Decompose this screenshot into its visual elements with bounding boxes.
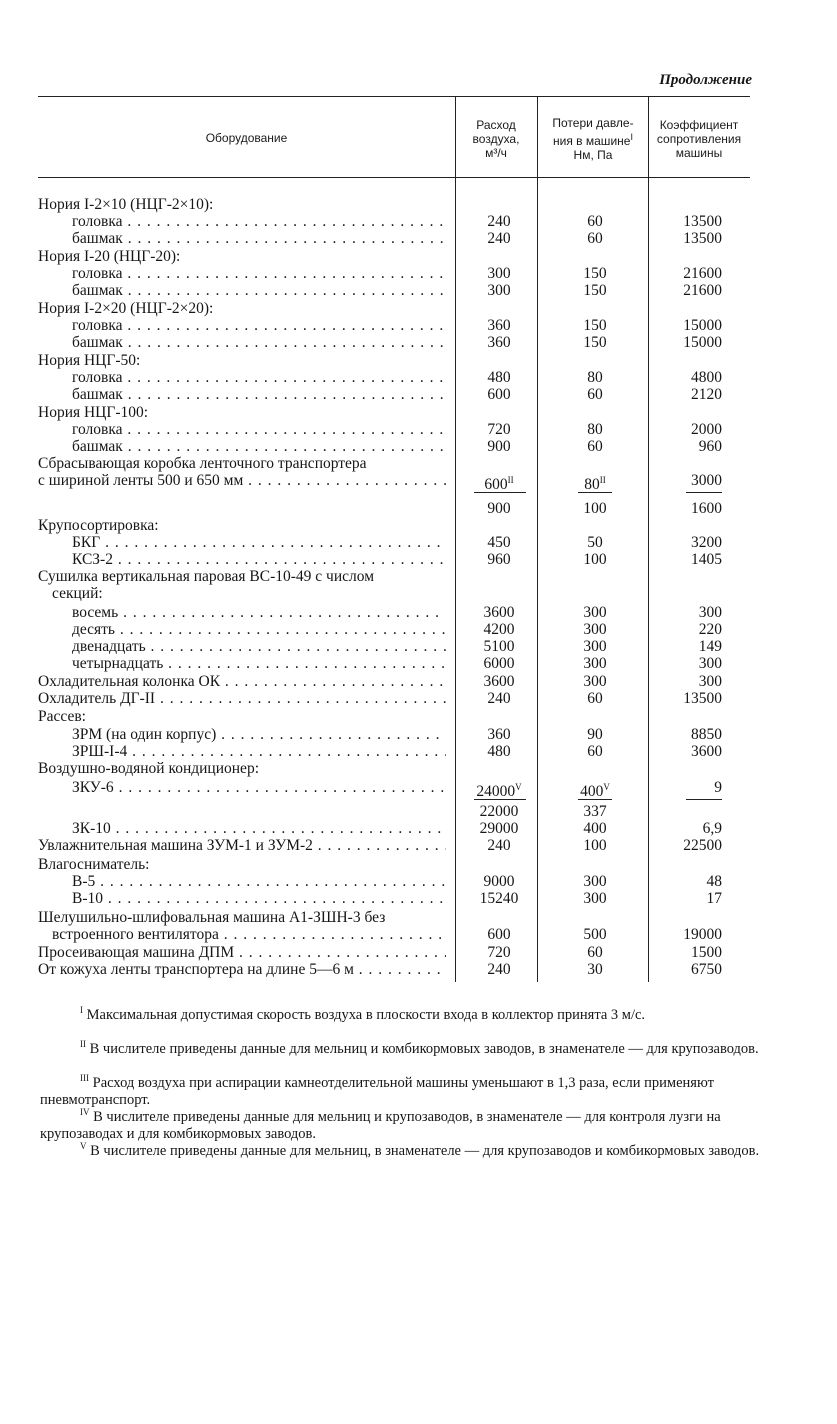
footnote-mark: V [515, 782, 522, 792]
cell-value: 60 [587, 944, 603, 961]
row-27-k [650, 673, 722, 690]
cell-value: 900 [487, 438, 511, 455]
cell-value: 300 [583, 604, 607, 621]
cell-value: 24000 [476, 783, 516, 801]
cell-value: 300 [583, 621, 607, 638]
cell-value: 337 [583, 803, 607, 820]
cell-value: 300 [487, 265, 511, 282]
row-30-h [544, 726, 646, 743]
footnote-mark: V [80, 1141, 87, 1151]
cell-value: 60 [587, 438, 603, 455]
cell-value: 300 [583, 655, 607, 672]
cell-value: 15240 [479, 890, 519, 907]
row-43-q [462, 961, 536, 978]
row-13-equipment: головка . . . [72, 421, 446, 438]
footnote-mark: II [80, 1039, 86, 1049]
cell-value: 50 [587, 534, 603, 551]
fraction-bar [474, 799, 526, 800]
header-equipment: Оборудование [205, 131, 288, 145]
row-18-equipment: Крупосортировка: [38, 517, 159, 534]
row-1-equipment: головка . . . [72, 213, 446, 230]
row-24-h [544, 621, 646, 638]
column-divider-3 [648, 96, 649, 982]
cell-value: 240 [487, 230, 511, 247]
cell-value: 400 [583, 820, 607, 837]
row-8-h [544, 334, 646, 351]
cell-value: 15000 [683, 317, 722, 334]
footnote-mark: I [80, 1005, 83, 1015]
cell-value: 150 [583, 282, 607, 299]
row-4-equipment: головка . . . [72, 265, 446, 282]
row-36-equipment: Увлажнительная машина ЗУМ-1 и ЗУМ-2 . . . [38, 837, 446, 854]
row-9-equipment: Нория НЦГ-50: [38, 352, 141, 369]
row-3-equipment: Нория I-20 (НЦГ-20): [38, 248, 181, 265]
cell-value: 300 [698, 604, 722, 621]
cell-value: 300 [583, 673, 607, 690]
row-24-k [650, 621, 722, 638]
row-27-h [544, 673, 646, 690]
row-38-k [650, 873, 722, 890]
cell-value: 80 [587, 369, 603, 386]
cell-value: 3000 [691, 472, 722, 489]
header-resistance-line-3: машины [675, 146, 723, 160]
row-38-equipment: В-5 . . . [72, 873, 446, 890]
row-28-h [544, 690, 646, 707]
footnote-mark: V [603, 782, 610, 792]
row-30-equipment: ЗРМ (на один корпус) . . . [72, 726, 446, 743]
cell-value: 900 [487, 500, 511, 517]
fraction-bar [578, 799, 612, 800]
footnote-text: В числителе приведены данные для мельниц и комбикормовых заводов, в знаменателе — для крупозаводов. [89, 1040, 759, 1057]
row-10-equipment: головка . . . [72, 369, 446, 386]
column-divider-2 [537, 96, 538, 982]
row-2-equipment: башмак . . . [72, 230, 446, 247]
row-43-h [544, 961, 646, 978]
footnote-mark: III [80, 1073, 89, 1083]
row-15-equipment: Сбрасывающая коробка ленточного транспортера [38, 455, 367, 472]
cell-value: 720 [487, 944, 511, 961]
row-35-q [462, 820, 536, 837]
cell-value: 100 [583, 500, 607, 517]
row-33-h [544, 779, 646, 800]
row-20-equipment: КСЗ-2 . . . [72, 551, 446, 568]
row-33-equipment: ЗКУ-6 . . . [72, 779, 446, 796]
row-42-h [544, 944, 646, 961]
cell-value: 240 [487, 213, 511, 230]
cell-value: 600 [484, 476, 508, 494]
row-34-q [462, 803, 536, 820]
row-13-k [650, 421, 722, 438]
cell-value: 2000 [691, 421, 722, 438]
cell-value: 13500 [683, 230, 722, 247]
footnote-5 [40, 1138, 760, 1160]
table-header-rule [38, 177, 750, 178]
row-27-q [462, 673, 536, 690]
header-pressure-loss [538, 116, 648, 162]
row-7-k [650, 317, 722, 334]
cell-value: 8850 [691, 726, 722, 743]
row-0-equipment: Нория I-2×10 (НЦГ-2×10): [38, 196, 214, 213]
cell-value: 480 [487, 743, 511, 760]
row-1-q [462, 213, 536, 230]
row-23-equipment: восемь . . . [72, 604, 446, 621]
row-43-k [650, 961, 722, 978]
column-divider-1 [455, 96, 456, 982]
row-28-q [462, 690, 536, 707]
cell-value: 1500 [691, 944, 722, 961]
cell-value: 4200 [483, 621, 515, 638]
row-35-h [544, 820, 646, 837]
table-top-rule [38, 96, 750, 97]
footnote-2 [40, 1036, 760, 1058]
row-14-q [462, 438, 536, 455]
cell-value: 450 [487, 534, 511, 551]
cell-value: 500 [583, 926, 607, 943]
row-39-q [462, 890, 536, 907]
row-25-q [462, 638, 536, 655]
footnote-text: В числителе приведены данные для мельниц, в знаменателе — для крупозаводов и комбикормовых заводов. [90, 1142, 760, 1159]
row-4-k [650, 265, 722, 282]
row-14-equipment: башмак . . . [72, 438, 446, 455]
row-42-equipment: Просеивающая машина ДПМ . . . [38, 944, 446, 961]
cell-value: 80 [584, 476, 600, 494]
cell-value: 360 [487, 726, 511, 743]
cell-value: 1600 [691, 500, 722, 517]
row-41-h [544, 926, 646, 943]
row-5-equipment: башмак . . . [72, 282, 446, 299]
cell-value: 600 [487, 386, 511, 403]
cell-value: 60 [587, 230, 603, 247]
footnote-mark: II [599, 475, 606, 485]
cell-value: 4800 [691, 369, 722, 386]
footnote-4 [40, 1104, 760, 1143]
row-36-h [544, 837, 646, 854]
footnote-text: В числителе приведены данные для мельниц и крупозаводов, в знаменателе — для контроля лузги на крупозаводах и для комбикормовых заводов. [40, 1108, 721, 1142]
row-37-equipment: Влагосниматель: [38, 856, 150, 873]
cell-value: 480 [487, 369, 511, 386]
row-7-q [462, 317, 536, 334]
cell-value: 5100 [483, 638, 515, 655]
row-10-h [544, 369, 646, 386]
cell-value: 300 [698, 655, 722, 672]
cell-value: 150 [583, 317, 607, 334]
row-5-h [544, 282, 646, 299]
row-35-k [650, 820, 722, 837]
row-39-h [544, 890, 646, 907]
row-33-q [462, 779, 536, 800]
row-5-q [462, 282, 536, 299]
header-air-flow-line-1: Расход [476, 118, 516, 132]
row-2-q [462, 230, 536, 247]
row-28-k [650, 690, 722, 707]
row-13-h [544, 421, 646, 438]
row-23-q [462, 604, 536, 621]
row-16-k [650, 472, 722, 489]
row-26-q [462, 655, 536, 672]
row-39-k [650, 890, 722, 907]
row-31-q [462, 743, 536, 760]
footnote-mark: IV [80, 1107, 90, 1117]
cell-value: 3600 [483, 673, 515, 690]
row-19-k [650, 534, 722, 551]
row-11-equipment: башмак . . . [72, 386, 446, 403]
cell-value: 90 [587, 726, 603, 743]
cell-value: 300 [583, 638, 607, 655]
row-35-equipment: ЗК-10 . . . [72, 820, 446, 837]
cell-value: 21600 [683, 265, 722, 282]
cell-value: 720 [487, 421, 511, 438]
row-19-equipment: БКГ . . . [72, 534, 446, 551]
cell-value: 22500 [683, 837, 722, 854]
row-34-h [544, 803, 646, 820]
row-8-k [650, 334, 722, 351]
cell-value: 960 [698, 438, 722, 455]
row-41-equipment: встроенного вентилятора . . . [52, 926, 446, 943]
row-31-equipment: ЗРШ-I-4 . . . [72, 743, 446, 760]
row-11-k [650, 386, 722, 403]
header-air-flow-line-2: воздуха, [472, 132, 520, 146]
row-23-k [650, 604, 722, 621]
row-40-equipment: Шелушильно-шлифовальная машина А1-ЗШН-3 без [38, 909, 386, 926]
cell-value: 29000 [479, 820, 519, 837]
fraction-bar [686, 492, 722, 493]
cell-value: 3600 [691, 743, 722, 760]
row-11-q [462, 386, 536, 403]
header-pressure-loss-line-2: ния в машине [553, 134, 631, 148]
row-23-h [544, 604, 646, 621]
row-12-equipment: Нория НЦГ-100: [38, 404, 149, 421]
cell-value: 30 [587, 961, 603, 978]
row-1-k [650, 213, 722, 230]
row-38-h [544, 873, 646, 890]
fraction-bar [578, 492, 612, 493]
row-7-equipment: головка . . . [72, 317, 446, 334]
header-pressure-loss-footnote-mark: I [630, 132, 633, 142]
cell-value: 22000 [479, 803, 519, 820]
cell-value: 240 [487, 961, 511, 978]
header-resistance [649, 118, 749, 160]
footnote-text: Максимальная допустимая скорость воздуха в плоскости входа в коллектор принята 3 м/с. [86, 1006, 646, 1023]
fraction-bar [686, 799, 722, 800]
row-17-h [544, 500, 646, 517]
row-26-h [544, 655, 646, 672]
row-8-equipment: башмак . . . [72, 334, 446, 351]
row-30-q [462, 726, 536, 743]
row-29-equipment: Рассев: [38, 708, 86, 725]
cell-value: 300 [487, 282, 511, 299]
cell-value: 60 [587, 690, 603, 707]
cell-value: 400 [580, 783, 604, 801]
cell-value: 149 [698, 638, 722, 655]
header-resistance-line-1: Коэффициент [659, 118, 739, 132]
cell-value: 240 [487, 690, 511, 707]
row-33-k [650, 779, 722, 796]
row-25-equipment: двенадцать . . . [72, 638, 446, 655]
cell-value: 6,9 [702, 820, 722, 837]
header-resistance-line-2: сопротивления [656, 132, 742, 146]
row-20-h [544, 551, 646, 568]
footnote-3 [40, 1070, 760, 1109]
cell-value: 960 [487, 551, 511, 568]
cell-value: 60 [587, 743, 603, 760]
cell-value: 3600 [483, 604, 515, 621]
cell-value: 21600 [683, 282, 722, 299]
cell-value: 150 [583, 265, 607, 282]
cell-value: 300 [698, 673, 722, 690]
cell-value: 60 [587, 213, 603, 230]
continuation-label: Продолжение [659, 72, 752, 88]
row-27-equipment: Охладительная колонка ОК . . . [38, 673, 446, 690]
fraction-bar [474, 492, 526, 493]
row-19-q [462, 534, 536, 551]
row-6-equipment: Нория I-2×20 (НЦГ-2×20): [38, 300, 214, 317]
row-39-equipment: В-10 . . . [72, 890, 446, 907]
row-16-q [462, 472, 536, 493]
row-28-equipment: Охладитель ДГ-II . . . [38, 690, 446, 707]
cell-value: 100 [583, 837, 607, 854]
cell-value: 9 [714, 779, 722, 796]
cell-value: 60 [587, 386, 603, 403]
row-10-q [462, 369, 536, 386]
row-36-q [462, 837, 536, 854]
cell-value: 360 [487, 317, 511, 334]
row-26-k [650, 655, 722, 672]
row-16-equipment: с шириной ленты 500 и 650 мм . . . [38, 472, 446, 489]
row-24-q [462, 621, 536, 638]
row-43-equipment: От кожуха ленты транспортера на длине 5—6 м . . . [38, 961, 446, 978]
footnote-text: Расход воздуха при аспирации камнеотделительной машины уменьшают в 1,3 раза, если применяют пневмотранспорт. [40, 1074, 714, 1108]
row-36-k [650, 837, 722, 854]
row-5-k [650, 282, 722, 299]
cell-value: 360 [487, 334, 511, 351]
cell-value: 48 [706, 873, 722, 890]
row-19-h [544, 534, 646, 551]
cell-value: 19000 [683, 926, 722, 943]
row-25-k [650, 638, 722, 655]
row-16-h [544, 472, 646, 493]
header-air-flow-line-3: м³/ч [485, 146, 507, 160]
row-8-q [462, 334, 536, 351]
header-pressure-loss-line-1: Потери давле- [552, 116, 634, 130]
row-1-h [544, 213, 646, 230]
cell-value: 13500 [683, 213, 722, 230]
row-13-q [462, 421, 536, 438]
cell-value: 2120 [691, 386, 722, 403]
cell-value: 6000 [483, 655, 515, 672]
row-14-h [544, 438, 646, 455]
row-17-q [462, 500, 536, 517]
row-2-k [650, 230, 722, 247]
row-32-equipment: Воздушно-водяной кондиционер: [38, 760, 259, 777]
row-31-h [544, 743, 646, 760]
footnote-1 [40, 1002, 760, 1024]
row-7-h [544, 317, 646, 334]
row-10-k [650, 369, 722, 386]
row-4-h [544, 265, 646, 282]
cell-value: 300 [583, 873, 607, 890]
cell-value: 600 [487, 926, 511, 943]
cell-value: 13500 [683, 690, 722, 707]
row-20-k [650, 551, 722, 568]
cell-value: 9000 [483, 873, 515, 890]
cell-value: 300 [583, 890, 607, 907]
cell-value: 3200 [691, 534, 722, 551]
row-21-equipment: Сушилка вертикальная паровая ВС-10-49 с числом [38, 568, 375, 585]
row-24-equipment: десять . . . [72, 621, 446, 638]
cell-value: 100 [583, 551, 607, 568]
row-14-k [650, 438, 722, 455]
row-17-k [650, 500, 722, 517]
cell-value: 6750 [691, 961, 722, 978]
row-42-k [650, 944, 722, 961]
cell-value: 220 [698, 621, 722, 638]
cell-value: 240 [487, 837, 511, 854]
cell-value: 17 [706, 890, 722, 907]
row-20-q [462, 551, 536, 568]
row-4-q [462, 265, 536, 282]
row-31-k [650, 743, 722, 760]
cell-value: 150 [583, 334, 607, 351]
header-air-flow [456, 118, 536, 160]
cell-value: 1405 [691, 551, 722, 568]
footnote-mark: II [507, 475, 514, 485]
row-30-k [650, 726, 722, 743]
cell-value: 80 [587, 421, 603, 438]
row-22-equipment: секций: [52, 585, 103, 602]
row-25-h [544, 638, 646, 655]
row-11-h [544, 386, 646, 403]
row-41-q [462, 926, 536, 943]
cell-value: 15000 [683, 334, 722, 351]
row-26-equipment: четырнадцать . . . [72, 655, 446, 672]
row-38-q [462, 873, 536, 890]
header-pressure-loss-line-3: Hм, Па [573, 148, 613, 162]
row-41-k [650, 926, 722, 943]
row-42-q [462, 944, 536, 961]
row-2-h [544, 230, 646, 247]
